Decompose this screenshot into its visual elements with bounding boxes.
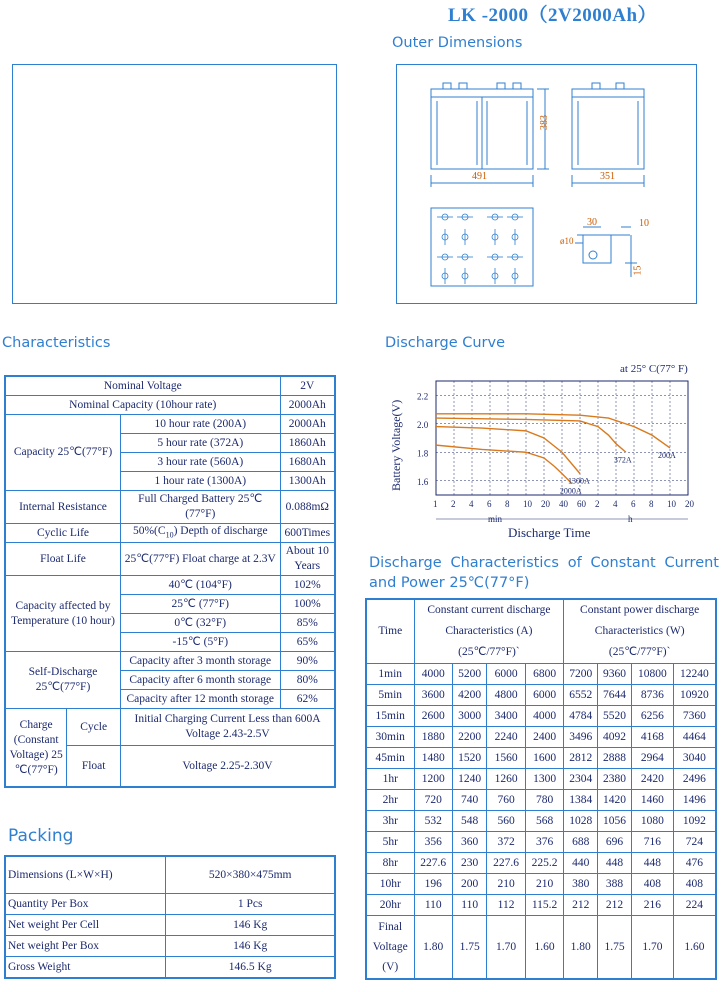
cyclic-life-cond-a: 50%(C [132, 525, 166, 537]
table-row [5, 652, 335, 671]
x-tick-label: 1 [433, 499, 438, 509]
table-row [5, 396, 335, 415]
internal-resistance-cond: Full Charged Battery 25℃ (77°F) [121, 491, 281, 524]
table-row [366, 664, 716, 685]
value-cell: 6256 [631, 706, 673, 727]
table-row [366, 874, 716, 895]
value-cell: 6000 [525, 685, 564, 706]
table-row [366, 790, 716, 811]
time-cell: 5min [366, 685, 414, 706]
charge-cycle-label: Cycle [67, 709, 121, 746]
nominal-capacity-label: Nominal Capacity (10hour rate) [5, 396, 280, 415]
value-cell: 7360 [673, 706, 716, 727]
cyclic-life-label: Cyclic Life [5, 524, 121, 543]
value-cell: 1.70 [631, 916, 673, 980]
temp-percent: 100% [280, 595, 335, 614]
value-cell: 12240 [673, 664, 716, 685]
charge-float-value: Voltage 2.25-2.30V [121, 746, 336, 788]
self-discharge-value: 90% [280, 652, 335, 671]
value-cell: 780 [525, 790, 564, 811]
capacity-value: 1680Ah [280, 453, 335, 472]
temp-percent: 65% [280, 633, 335, 652]
value-cell: 1420 [598, 790, 632, 811]
x-unit-label: min [488, 514, 503, 524]
value-cell: 212 [564, 895, 598, 916]
value-cell: 4000 [414, 664, 452, 685]
value-cell: 720 [414, 790, 452, 811]
discharge-characteristics-heading: Discharge Characteristics of Constant Current and Power 25℃(77°F) [369, 555, 719, 591]
value-cell: 716 [631, 832, 673, 853]
table-row [366, 706, 716, 727]
value-cell: 1028 [564, 811, 598, 832]
y-tick-label: 1.6 [417, 476, 429, 487]
x-tick-label: 8 [649, 499, 654, 509]
capacity-value: 2000Ah [280, 415, 335, 434]
packing-value: 146 Kg [166, 936, 335, 957]
value-cell: 230 [452, 853, 486, 874]
capacity-rate: 1 hour rate (1300A) [121, 472, 281, 491]
value-cell: 3400 [487, 706, 525, 727]
packing-value: 146 Kg [166, 915, 335, 936]
self-discharge-cond: Capacity after 6 month storage [121, 671, 281, 690]
table-row [366, 895, 716, 916]
series-label: 2000A [559, 486, 582, 496]
internal-resistance-value: 0.088mΩ [280, 491, 335, 524]
value-cell: 1.80 [414, 916, 452, 980]
value-cell: 548 [452, 811, 486, 832]
table-row [5, 491, 335, 524]
chart-xlabel: Discharge Time [508, 525, 591, 540]
time-cell: 20hr [366, 895, 414, 916]
temp-value: 25℃ (77°F) [121, 595, 281, 614]
cyclic-life-cond-sub: 10 [165, 530, 174, 540]
value-cell: 6800 [525, 664, 564, 685]
charge-label: Charge (Constant Voltage) 25 ℃(77°F) [5, 709, 67, 788]
value-cell: 448 [631, 853, 673, 874]
terminal-dim-4: 15 [632, 265, 644, 276]
value-cell: 115.2 [525, 895, 564, 916]
value-cell: 448 [598, 853, 632, 874]
value-cell: 4092 [598, 727, 632, 748]
height-dim-label: 383 [539, 115, 550, 130]
value-cell: 212 [598, 895, 632, 916]
value-cell: 4784 [564, 706, 598, 727]
dimension-drawing-svg [397, 65, 696, 303]
table-row [366, 727, 716, 748]
value-cell: 476 [673, 853, 716, 874]
value-cell: 7644 [598, 685, 632, 706]
temp-value: -15℃ (5°F) [121, 633, 281, 652]
value-cell: 1240 [452, 769, 486, 790]
table-header-row [366, 599, 716, 664]
value-cell: 1300 [525, 769, 564, 790]
value-cell: 408 [673, 874, 716, 895]
x-tick-label: 40 [559, 499, 568, 509]
packing-key: Net weight Per Cell [5, 915, 166, 936]
value-cell: 6000 [487, 664, 525, 685]
value-cell: 1092 [673, 811, 716, 832]
value-cell: 724 [673, 832, 716, 853]
value-cell: 2304 [564, 769, 598, 790]
value-cell: 372 [487, 832, 525, 853]
x-tick-label: 20 [685, 499, 694, 509]
self-discharge-value: 62% [280, 690, 335, 709]
time-header: Time [366, 599, 414, 664]
value-cell: 1600 [525, 748, 564, 769]
value-cell: 10800 [631, 664, 673, 685]
x-tick-label: 4 [469, 499, 474, 509]
packing-key: Dimensions (L×W×H) [5, 856, 166, 894]
value-cell: 3040 [673, 748, 716, 769]
time-cell: 30min [366, 727, 414, 748]
nominal-voltage-value: 2V [280, 376, 335, 396]
value-cell: 356 [414, 832, 452, 853]
time-cell: 5hr [366, 832, 414, 853]
time-cell: 10hr [366, 874, 414, 895]
table-row [366, 769, 716, 790]
value-cell: 1.70 [487, 916, 525, 980]
value-cell: 4800 [487, 685, 525, 706]
temp-percent: 85% [280, 614, 335, 633]
x-tick-label: 6 [631, 499, 636, 509]
outer-dimensions-heading: Outer Dimensions [392, 35, 523, 51]
nominal-voltage-label: Nominal Voltage [5, 376, 280, 396]
cp-header: Constant power discharge Characteristics (W) (25℃/77°F)` [564, 599, 716, 664]
table-row [366, 748, 716, 769]
float-life-label: Float Life [5, 543, 121, 576]
value-cell: 216 [631, 895, 673, 916]
table-row [5, 856, 335, 894]
width-dim-label: 351 [600, 171, 615, 182]
table-row [5, 709, 335, 746]
value-cell: 112 [487, 895, 525, 916]
terminal-dim-3: ø10 [560, 236, 574, 246]
y-tick-label: 2.2 [417, 391, 429, 402]
value-cell: 2600 [414, 706, 452, 727]
x-tick-label: 60 [577, 499, 586, 509]
time-cell: 1hr [366, 769, 414, 790]
charge-float-label: Float [67, 746, 121, 788]
packing-table [4, 855, 336, 979]
value-cell: 4200 [452, 685, 486, 706]
value-cell: 210 [525, 874, 564, 895]
value-cell: 1880 [414, 727, 452, 748]
time-cell: 1min [366, 664, 414, 685]
value-cell: 196 [414, 874, 452, 895]
value-cell: 3496 [564, 727, 598, 748]
series-label: 1300A [568, 476, 590, 486]
time-cell: 2hr [366, 790, 414, 811]
value-cell: 3000 [452, 706, 486, 727]
value-cell: 2400 [525, 727, 564, 748]
value-cell: 3600 [414, 685, 452, 706]
cyclic-life-cond-b: ) Depth of discharge [173, 525, 268, 537]
table-row [5, 543, 335, 576]
cyclic-life-value: 600Times [280, 524, 335, 543]
packing-heading: Packing [8, 826, 74, 846]
time-cell: 3hr [366, 811, 414, 832]
characteristics-heading: Characteristics [2, 335, 111, 351]
value-cell: 9360 [598, 664, 632, 685]
value-cell: 8736 [631, 685, 673, 706]
packing-key: Gross Weight [5, 957, 166, 979]
self-discharge-cond: Capacity after 3 month storage [121, 652, 281, 671]
dimension-drawing [396, 64, 697, 304]
x-tick-label: 4 [613, 499, 618, 509]
page-title: LK -2000（2V2000Ah） [448, 5, 658, 26]
temp-value: 40℃ (104°F) [121, 576, 281, 595]
value-cell: 760 [487, 790, 525, 811]
value-cell: 225.2 [525, 853, 564, 874]
value-cell: 1200 [414, 769, 452, 790]
value-cell: 227.6 [414, 853, 452, 874]
table-row [5, 415, 335, 434]
self-discharge-label: Self-Discharge 25℃(77°F) [5, 652, 121, 709]
packing-value: 1 Pcs [166, 894, 335, 915]
value-cell: 740 [452, 790, 486, 811]
value-cell: 5200 [452, 664, 486, 685]
x-tick-label: 10 [667, 499, 676, 509]
x-tick-label: 2 [451, 499, 456, 509]
terminal-dim-1: 30 [587, 217, 597, 228]
cyclic-life-cond [121, 524, 281, 543]
value-cell: 440 [564, 853, 598, 874]
value-cell: 408 [631, 874, 673, 895]
table-row [366, 685, 716, 706]
value-cell: 10920 [673, 685, 716, 706]
series-label: 372A [613, 455, 632, 465]
packing-value: 146.5 Kg [166, 957, 335, 979]
time-cell: 45min [366, 748, 414, 769]
value-cell: 2888 [598, 748, 632, 769]
value-cell: 200 [452, 874, 486, 895]
temp-value: 0℃ (32°F) [121, 614, 281, 633]
value-cell: 560 [487, 811, 525, 832]
product-image-placeholder [12, 64, 337, 304]
value-cell: 2964 [631, 748, 673, 769]
value-cell: 110 [452, 895, 486, 916]
temp-percent: 102% [280, 576, 335, 595]
value-cell: 376 [525, 832, 564, 853]
value-cell: 1496 [673, 790, 716, 811]
packing-value: 520×380×475mm [166, 856, 335, 894]
float-life-cond: 25℃(77°F) Float charge at 2.3V [121, 543, 281, 576]
table-row [5, 957, 335, 979]
value-cell: 532 [414, 811, 452, 832]
x-tick-label: 2 [595, 499, 600, 509]
value-cell: 1560 [487, 748, 525, 769]
table-row [5, 894, 335, 915]
value-cell: 1.75 [452, 916, 486, 980]
internal-resistance-label: Internal Resistance [5, 491, 121, 524]
x-tick-label: 20 [541, 499, 550, 509]
value-cell: 224 [673, 895, 716, 916]
capacity-label: Capacity 25℃(77°F) [5, 415, 121, 491]
table-row [5, 576, 335, 595]
terminal-dim-2: 10 [639, 218, 649, 229]
length-dim-label: 491 [472, 171, 487, 182]
y-tick-label: 1.8 [417, 448, 429, 459]
capacity-rate: 5 hour rate (372A) [121, 434, 281, 453]
self-discharge-value: 80% [280, 671, 335, 690]
characteristics-table [4, 375, 336, 788]
value-cell: 2240 [487, 727, 525, 748]
time-cell: 15min [366, 706, 414, 727]
value-cell: 696 [598, 832, 632, 853]
value-cell: 1480 [414, 748, 452, 769]
value-cell: 360 [452, 832, 486, 853]
value-cell: 6552 [564, 685, 598, 706]
value-cell: 5520 [598, 706, 632, 727]
value-cell: 1.60 [673, 916, 716, 980]
x-tick-label: 10 [523, 499, 532, 509]
temp-capacity-label: Capacity affected by Temperature (10 hour) [5, 576, 121, 652]
value-cell: 1520 [452, 748, 486, 769]
value-cell: 1260 [487, 769, 525, 790]
charge-cycle-value: Initial Charging Current Less than 600A Voltage 2.43-2.5V [121, 709, 336, 746]
value-cell: 4168 [631, 727, 673, 748]
value-cell: 2380 [598, 769, 632, 790]
discharge-curve-heading: Discharge Curve [385, 335, 506, 351]
y-tick-label: 2.0 [417, 419, 429, 430]
value-cell: 4000 [525, 706, 564, 727]
value-cell: 1460 [631, 790, 673, 811]
packing-key: Quantity Per Box [5, 894, 166, 915]
value-cell: 568 [525, 811, 564, 832]
value-cell: 1384 [564, 790, 598, 811]
series-line [436, 445, 572, 483]
table-row [366, 811, 716, 832]
chart-ylabel: Battery Voltage(V) [389, 399, 403, 491]
value-cell: 4464 [673, 727, 716, 748]
value-cell: 380 [564, 874, 598, 895]
x-tick-label: 8 [505, 499, 510, 509]
value-cell: 110 [414, 895, 452, 916]
packing-key: Net weight Per Box [5, 936, 166, 957]
table-row [5, 376, 335, 396]
value-cell: 2420 [631, 769, 673, 790]
x-unit-label: h [628, 514, 633, 524]
value-cell: 7200 [564, 664, 598, 685]
self-discharge-cond: Capacity after 12 month storage [121, 690, 281, 709]
value-cell: 1.75 [598, 916, 632, 980]
capacity-rate: 10 hour rate (200A) [121, 415, 281, 434]
value-cell: 2200 [452, 727, 486, 748]
capacity-value: 1860Ah [280, 434, 335, 453]
time-cell: 8hr [366, 853, 414, 874]
value-cell: 1056 [598, 811, 632, 832]
capacity-rate: 3 hour rate (560A) [121, 453, 281, 472]
float-life-value: About 10 Years [280, 543, 335, 576]
discharge-curve-chart [380, 356, 720, 546]
table-row [366, 853, 716, 874]
value-cell: 210 [487, 874, 525, 895]
value-cell: 1.80 [564, 916, 598, 980]
value-cell: 1.60 [525, 916, 564, 980]
table-row [5, 936, 335, 957]
value-cell: 688 [564, 832, 598, 853]
discharge-table [365, 598, 717, 980]
table-row [366, 916, 716, 980]
table-row [5, 915, 335, 936]
time-cell: Final Voltage (V) [366, 916, 414, 980]
value-cell: 2496 [673, 769, 716, 790]
series-label: 200A [658, 450, 676, 460]
value-cell: 227.6 [487, 853, 525, 874]
capacity-value: 1300Ah [280, 472, 335, 491]
table-row [366, 832, 716, 853]
nominal-capacity-value: 2000Ah [280, 396, 335, 415]
cc-header: Constant current discharge Characteristics (A) (25℃/77°F)` [414, 599, 564, 664]
table-row [5, 524, 335, 543]
value-cell: 2812 [564, 748, 598, 769]
chart-subtitle: at 25° C(77° F) [620, 363, 688, 375]
value-cell: 388 [598, 874, 632, 895]
x-tick-label: 6 [487, 499, 492, 509]
value-cell: 1080 [631, 811, 673, 832]
